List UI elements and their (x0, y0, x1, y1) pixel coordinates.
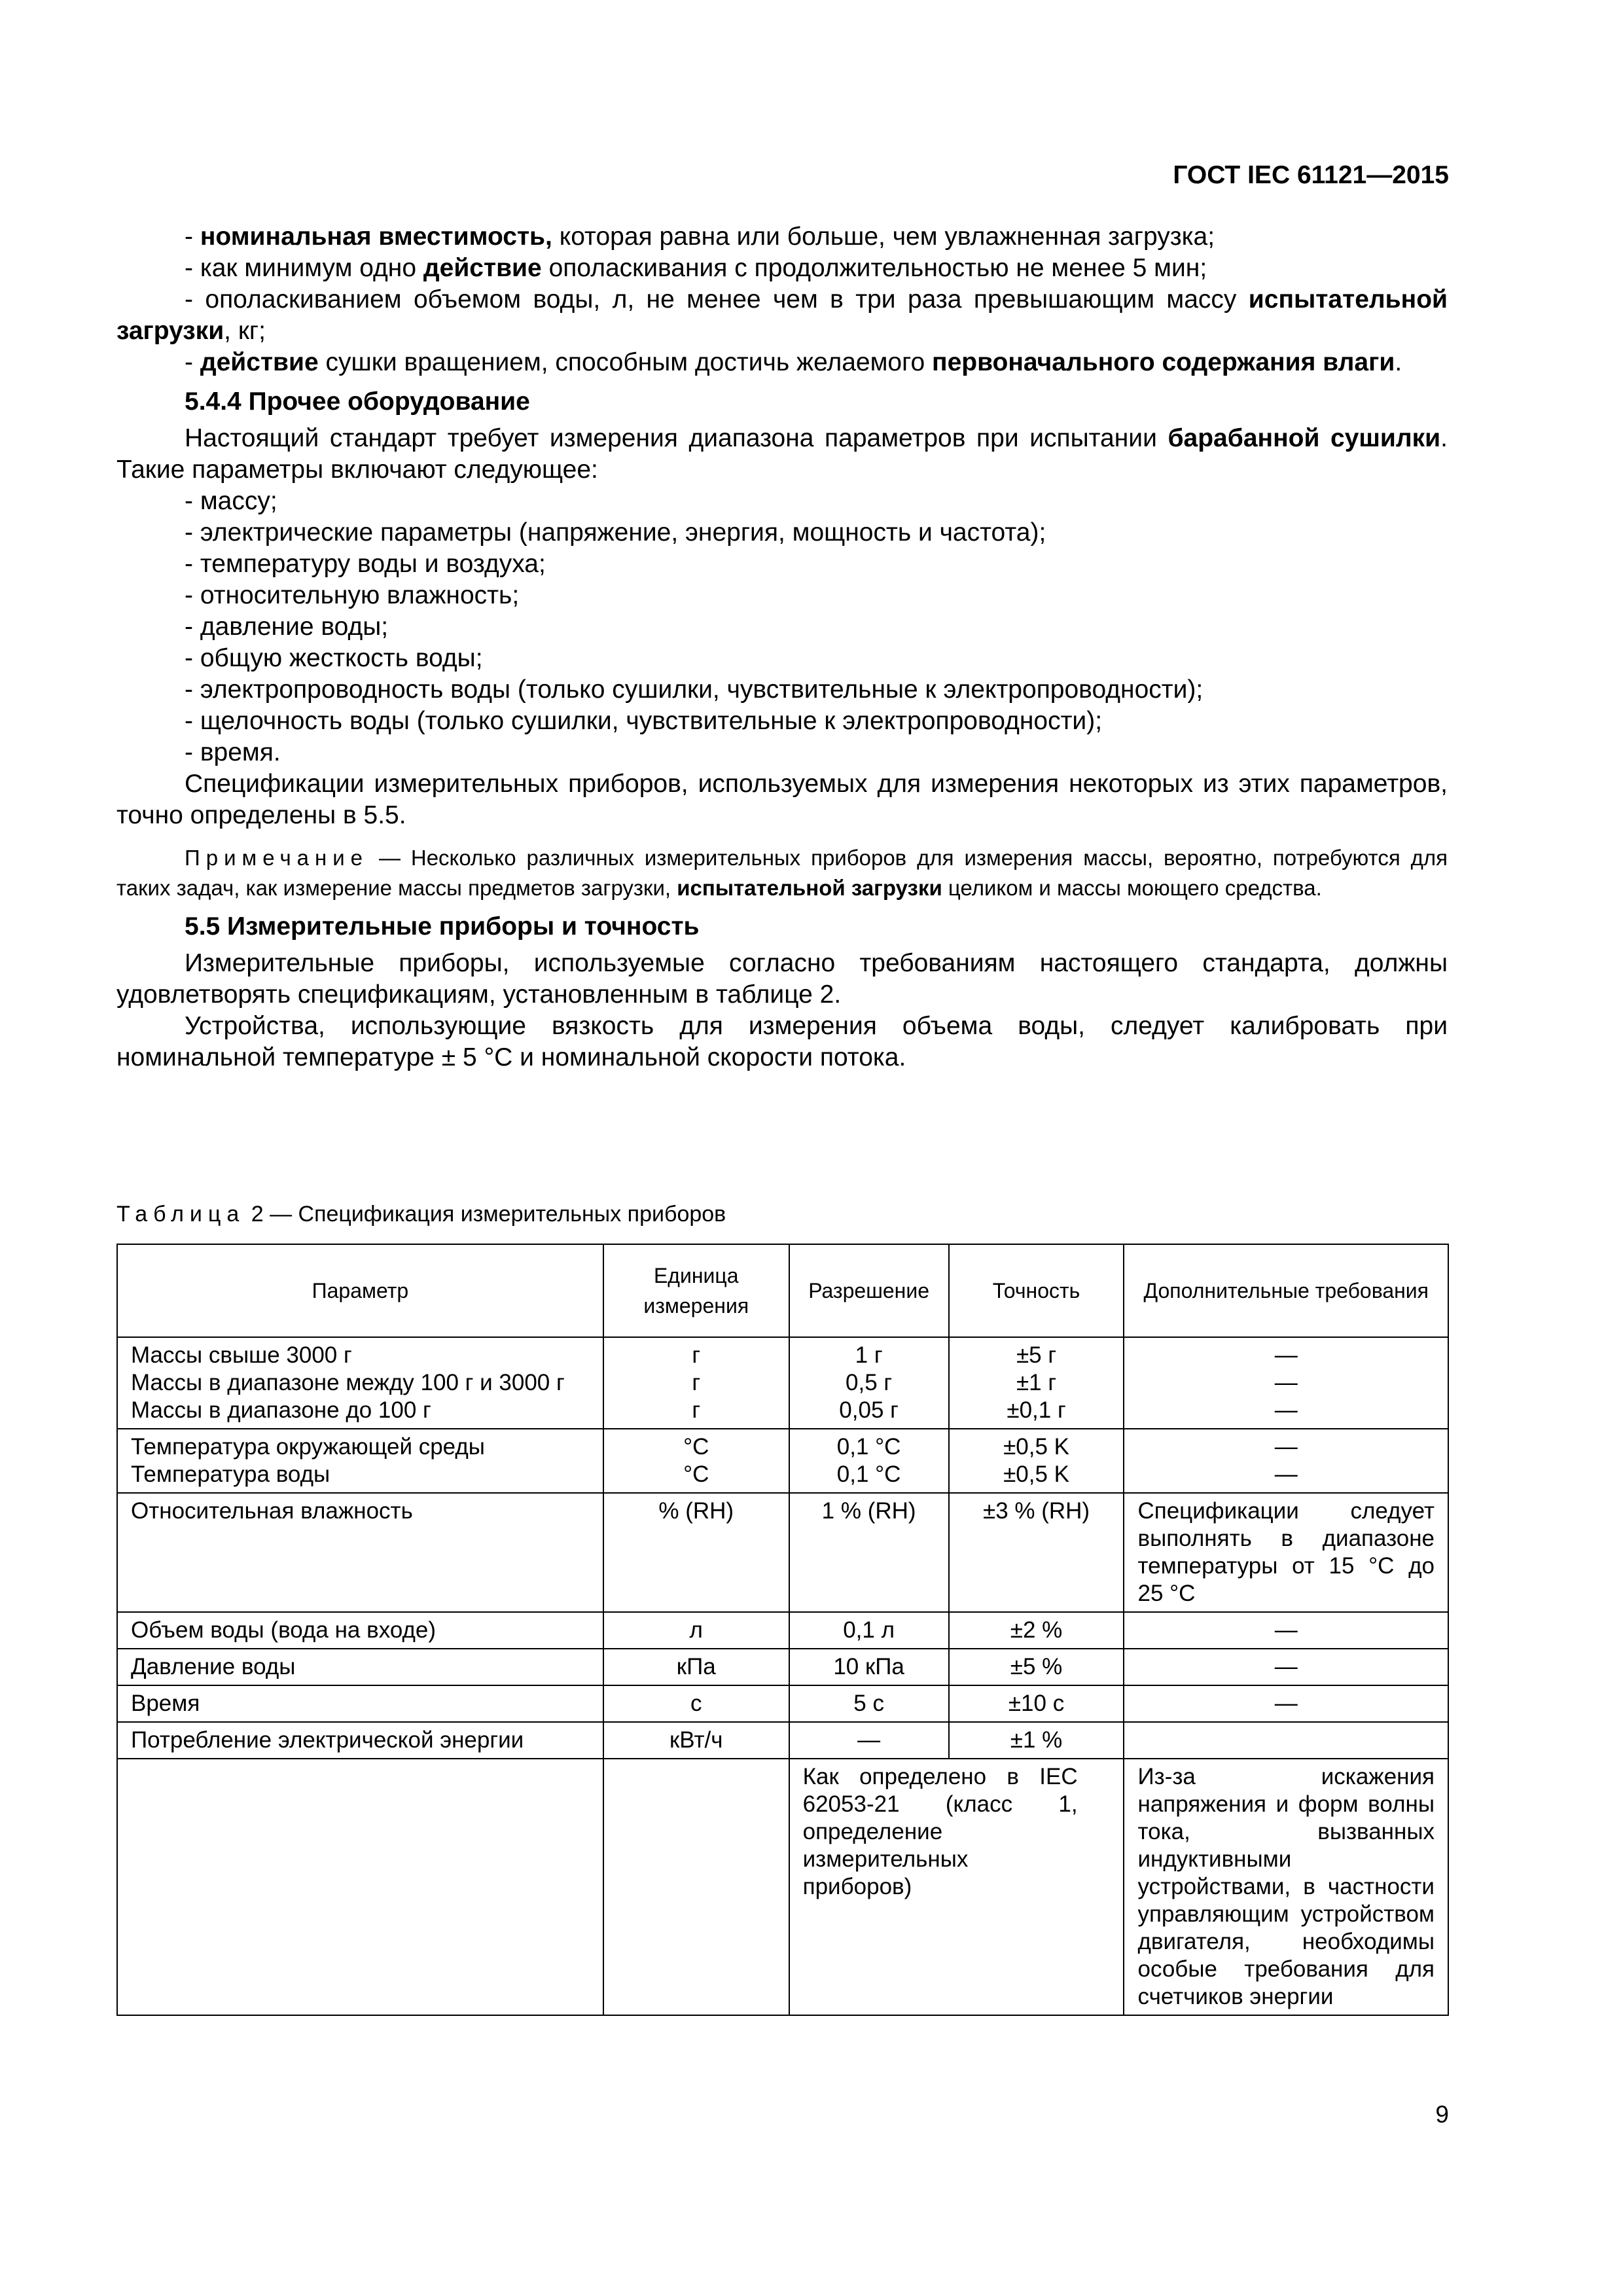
table-cell: Массы в диапазоне до 100 г (131, 1397, 431, 1423)
table-cell: Спецификации следует выполнять в диапазоне температуры от 15 °С до 25 °С (1124, 1493, 1448, 1612)
page-number: 9 (1435, 2101, 1449, 2128)
column-header: Разрешение (789, 1244, 949, 1337)
table-cell: — (1274, 1397, 1298, 1423)
table-cell: Как определено в IEC 62053-21 (класс 1, определение измерительных приборов) (789, 1759, 1124, 2015)
paragraph: Настоящий стандарт требует измерения диапазона параметров при испытании барабанной сушилки. Такие параметры включают следующее: (116, 424, 1448, 484)
table-cell: Массы свыше 3000 г (131, 1342, 352, 1368)
list-item: - массу; (185, 487, 277, 515)
table-cell: л (603, 1612, 789, 1649)
table-cell: кПа (603, 1649, 789, 1685)
main-text (116, 221, 1448, 1073)
table-cell: — (1274, 1462, 1298, 1487)
table-cell: ±0,1 г (1007, 1397, 1066, 1423)
table-cell: 0,1 °С (836, 1462, 901, 1487)
table-cell: 0,05 г (839, 1397, 899, 1423)
table-cell: ±0,5 K (1003, 1462, 1069, 1487)
list-item: - номинальная вместимость, которая равна или больше, чем увлажненная загрузка; (185, 223, 1215, 251)
table-cell (603, 1759, 789, 2015)
list-item: - относительную влажность; (185, 581, 520, 609)
table-cell: 10 кПа (789, 1649, 949, 1685)
column-header: Точность (949, 1244, 1124, 1337)
table-cell: Относительная влажность (117, 1493, 603, 1612)
table-cell: Массы в диапазоне между 100 г и 3000 г (131, 1370, 565, 1395)
column-header: Дополнительные требования (1124, 1244, 1448, 1337)
table-row (117, 1493, 1448, 1612)
table-cell: Давление воды (117, 1649, 603, 1685)
table-cell: °С (683, 1462, 709, 1487)
paragraph: Измерительные приборы, используемые согласно требованиям настоящего стандарта, должны удовлетворять спецификациям, установленным в таблице 2. (116, 949, 1448, 1009)
table-cell: ±2 % (949, 1612, 1124, 1649)
table-cell: ±10 с (949, 1685, 1124, 1722)
table-cell: — (1274, 1342, 1298, 1368)
table-cell: 5 с (789, 1685, 949, 1722)
table-cell: г (692, 1370, 701, 1395)
list-item: - действие сушки вращением, способным достичь желаемого первоначального содержания влаги. (185, 348, 1402, 376)
table-row (117, 1759, 1448, 2015)
list-item: - щелочность воды (только сушилки, чувствительные к электропроводности); (185, 707, 1103, 735)
column-header: Параметр (117, 1244, 603, 1337)
list-item: - электропроводность воды (только сушилки, чувствительные к электропроводности); (185, 675, 1204, 704)
table-cell: с (603, 1685, 789, 1722)
table-cell: — (1274, 1434, 1298, 1460)
table-cell: 1 % (RH) (789, 1493, 949, 1612)
table-cell: % (RH) (603, 1493, 789, 1612)
table-cell: ±5 г (1016, 1342, 1057, 1368)
table-header-row (117, 1244, 1448, 1337)
table-row (117, 1337, 1448, 1429)
table-cell: — (1124, 1612, 1448, 1649)
section-heading-5-4-4: 5.4.4 Прочее оборудование (185, 387, 530, 416)
table-cell: кВт/ч (603, 1722, 789, 1759)
table-cell: 1 г (855, 1342, 883, 1368)
table-cell: — (789, 1722, 949, 1759)
table-row (117, 1612, 1448, 1649)
table-cell: ±1 % (949, 1722, 1124, 1759)
list-item: - общую жесткость воды; (185, 644, 483, 672)
table-cell: г (692, 1342, 701, 1368)
table-cell: Время (117, 1685, 603, 1722)
section-heading-5-5: 5.5 Измерительные приборы и точность (185, 912, 700, 941)
table-row (117, 1685, 1448, 1722)
table-cell: Объем воды (вода на входе) (117, 1612, 603, 1649)
paragraph: Устройства, использующие вязкость для измерения объема воды, следует калибровать при номинальной температуре ± 5 °С и номинальной скорости потока. (116, 1012, 1448, 1071)
table-cell: Из-за искажения напряжения и форм волны тока, вызванных индуктивными устройствами, в частности управляющим устройством двигателя, необходимы особые требования для счетчиков энергии (1124, 1759, 1448, 2015)
table-cell: °С (683, 1434, 709, 1460)
table-cell: Температура воды (131, 1462, 330, 1487)
table-cell: — (1124, 1685, 1448, 1722)
table-row (117, 1722, 1448, 1759)
table-cell: Температура окружающей среды (131, 1434, 485, 1460)
table-cell: — (1124, 1649, 1448, 1685)
list-item: - температуру воды и воздуха; (185, 550, 546, 578)
list-item: - время. (185, 738, 281, 766)
table-cell: Потребление электрической энергии (117, 1722, 603, 1759)
table-cell: ±5 % (949, 1649, 1124, 1685)
table-cell: — (1274, 1370, 1298, 1395)
table-caption: Таблица 2 — Спецификация измерительных приборов (116, 1202, 726, 1227)
list-item: - как минимум одно действие ополаскивания с продолжительностью не менее 5 мин; (185, 254, 1207, 282)
table-cell: ±3 % (RH) (949, 1493, 1124, 1612)
list-item: - ополаскиванием объемом воды, л, не менее чем в три раза превышающим массу испытательной загрузки, кг; (116, 285, 1448, 345)
table-cell: ±1 г (1016, 1370, 1057, 1395)
column-header: Единица измерения (603, 1244, 789, 1337)
list-item: - давление воды; (185, 613, 389, 641)
table-cell: 0,1 л (789, 1612, 949, 1649)
table-cell (1124, 1722, 1448, 1759)
note: Примечание — Несколько различных измерительных приборов для измерения массы, вероятно, потребуются для таких задач, как измерение массы предметов загрузки, испытательной загрузки целиком и массы моющего средства. (116, 846, 1448, 900)
table-row (117, 1649, 1448, 1685)
list-item: - электрические параметры (напряжение, энергия, мощность и частота); (185, 518, 1046, 547)
table-cell: 0,1 °С (836, 1434, 901, 1460)
paragraph: Спецификации измерительных приборов, используемых для измерения некоторых из этих параметров, точно определены в 5.5. (116, 770, 1448, 829)
table-cell: 0,5 г (846, 1370, 893, 1395)
standard-code: ГОСТ IEC 61121—2015 (1173, 161, 1449, 189)
table-row (117, 1429, 1448, 1493)
spec-table (116, 1244, 1449, 2016)
table-cell: г (692, 1397, 701, 1423)
table-cell (117, 1759, 603, 2015)
table-cell: ±0,5 K (1003, 1434, 1069, 1460)
